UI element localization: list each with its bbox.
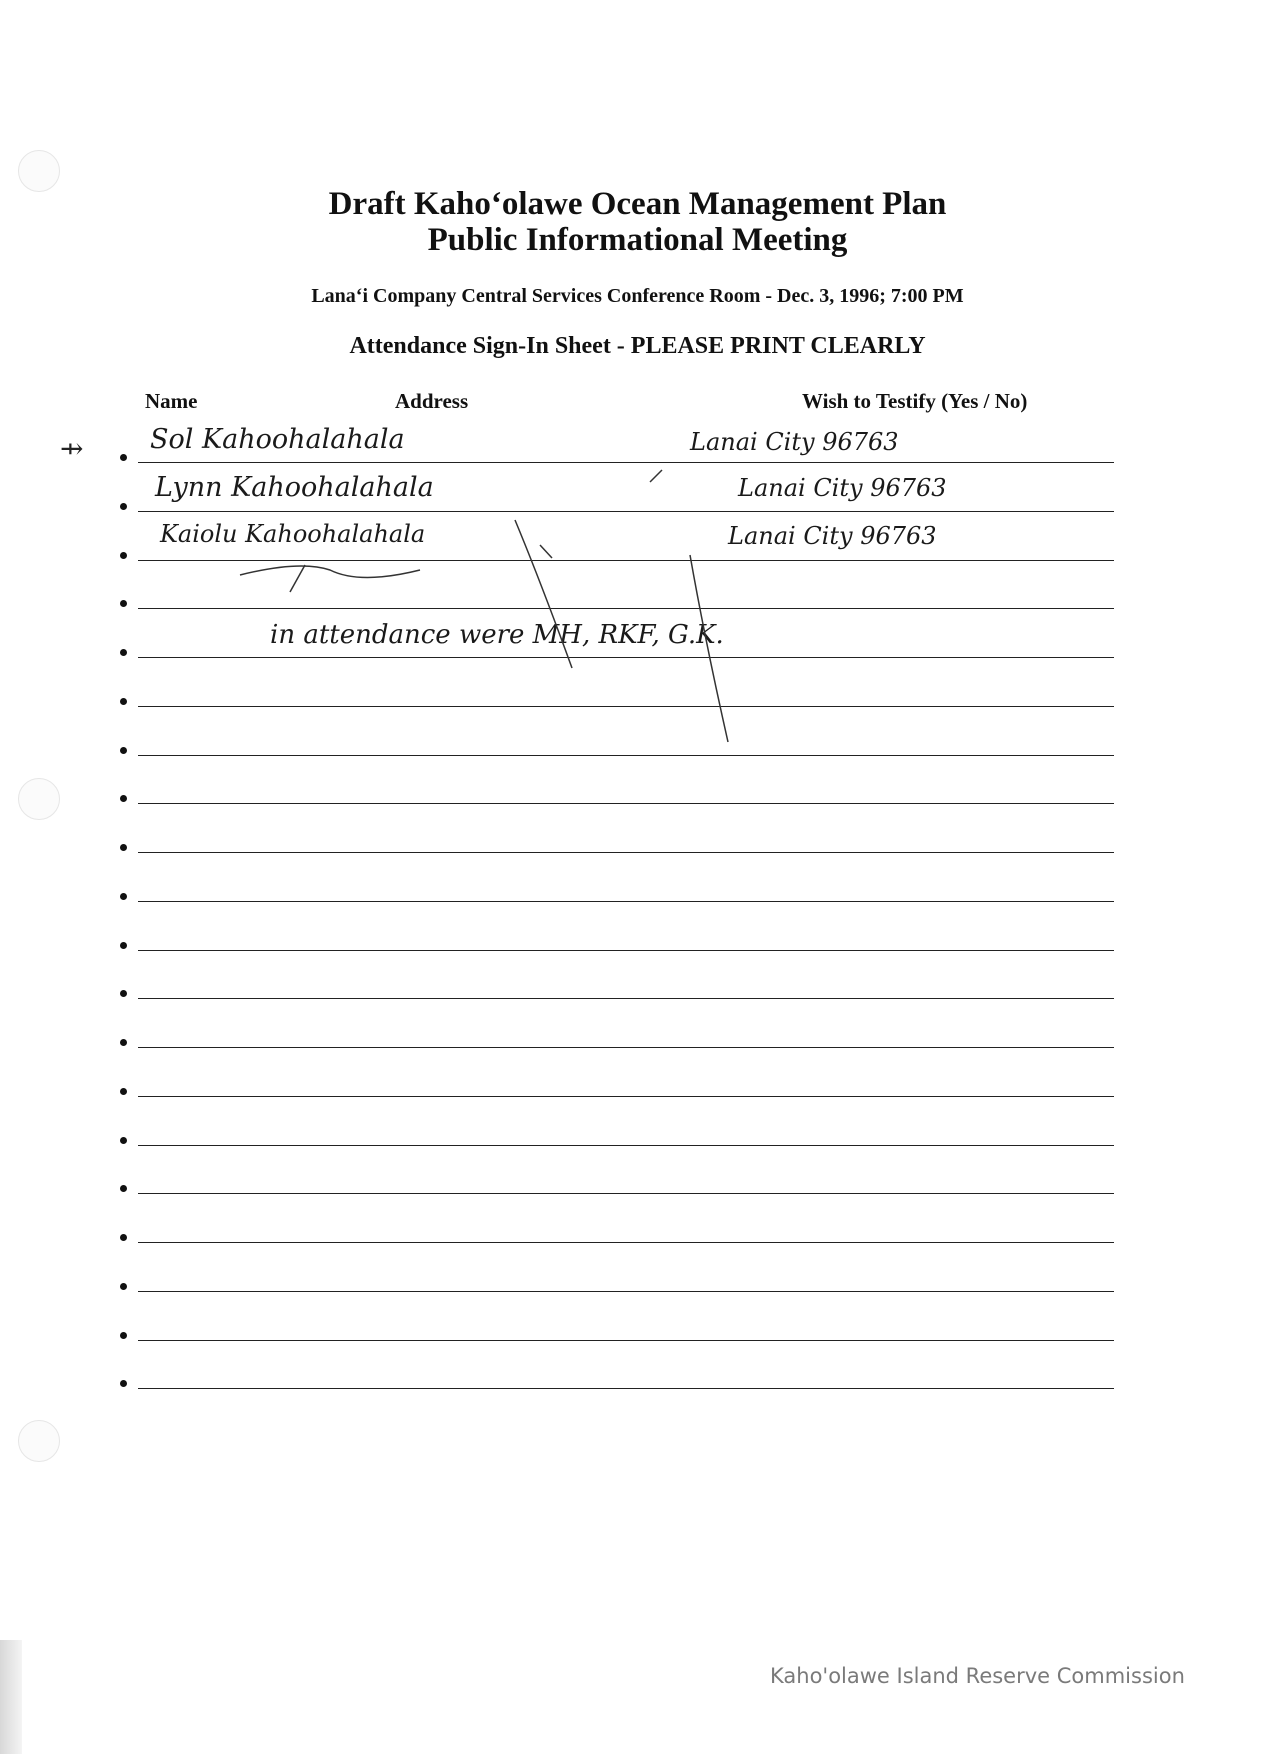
footer-credit: Kaho'olawe Island Reserve Commission — [770, 1664, 1185, 1688]
entry-2-name: Lynn Kahoohalahala — [155, 472, 434, 503]
arrow-mark-icon: ⇸ — [60, 432, 84, 465]
sheet-title: Attendance Sign-In Sheet - PLEASE PRINT CLEARLY — [349, 333, 926, 359]
column-header-testify: Wish to Testify (Yes / No) — [802, 389, 1028, 413]
entry-1-name: Sol Kahoohalahala — [150, 424, 405, 455]
column-header-name: Name — [145, 389, 198, 413]
entry-2-city: Lanai City 96763 — [738, 474, 947, 502]
title-line-1: Draft Kaho‘olawe Ocean Management Plan — [328, 186, 947, 222]
title-line-2: Public Informational Meeting — [427, 222, 848, 258]
attendance-note: in attendance were MH, RKF, G.K. — [270, 620, 724, 650]
entry-3-name: Kaiolu Kahoohalahala — [160, 520, 426, 548]
entry-3-city: Lanai City 96763 — [728, 522, 937, 550]
meeting-location: Lana‘i Company Central Services Conference Room - Dec. 3, 1996; 7:00 PM — [311, 285, 964, 307]
column-header-address: Address — [395, 389, 469, 413]
entry-1-city: Lanai City 96763 — [690, 428, 899, 456]
